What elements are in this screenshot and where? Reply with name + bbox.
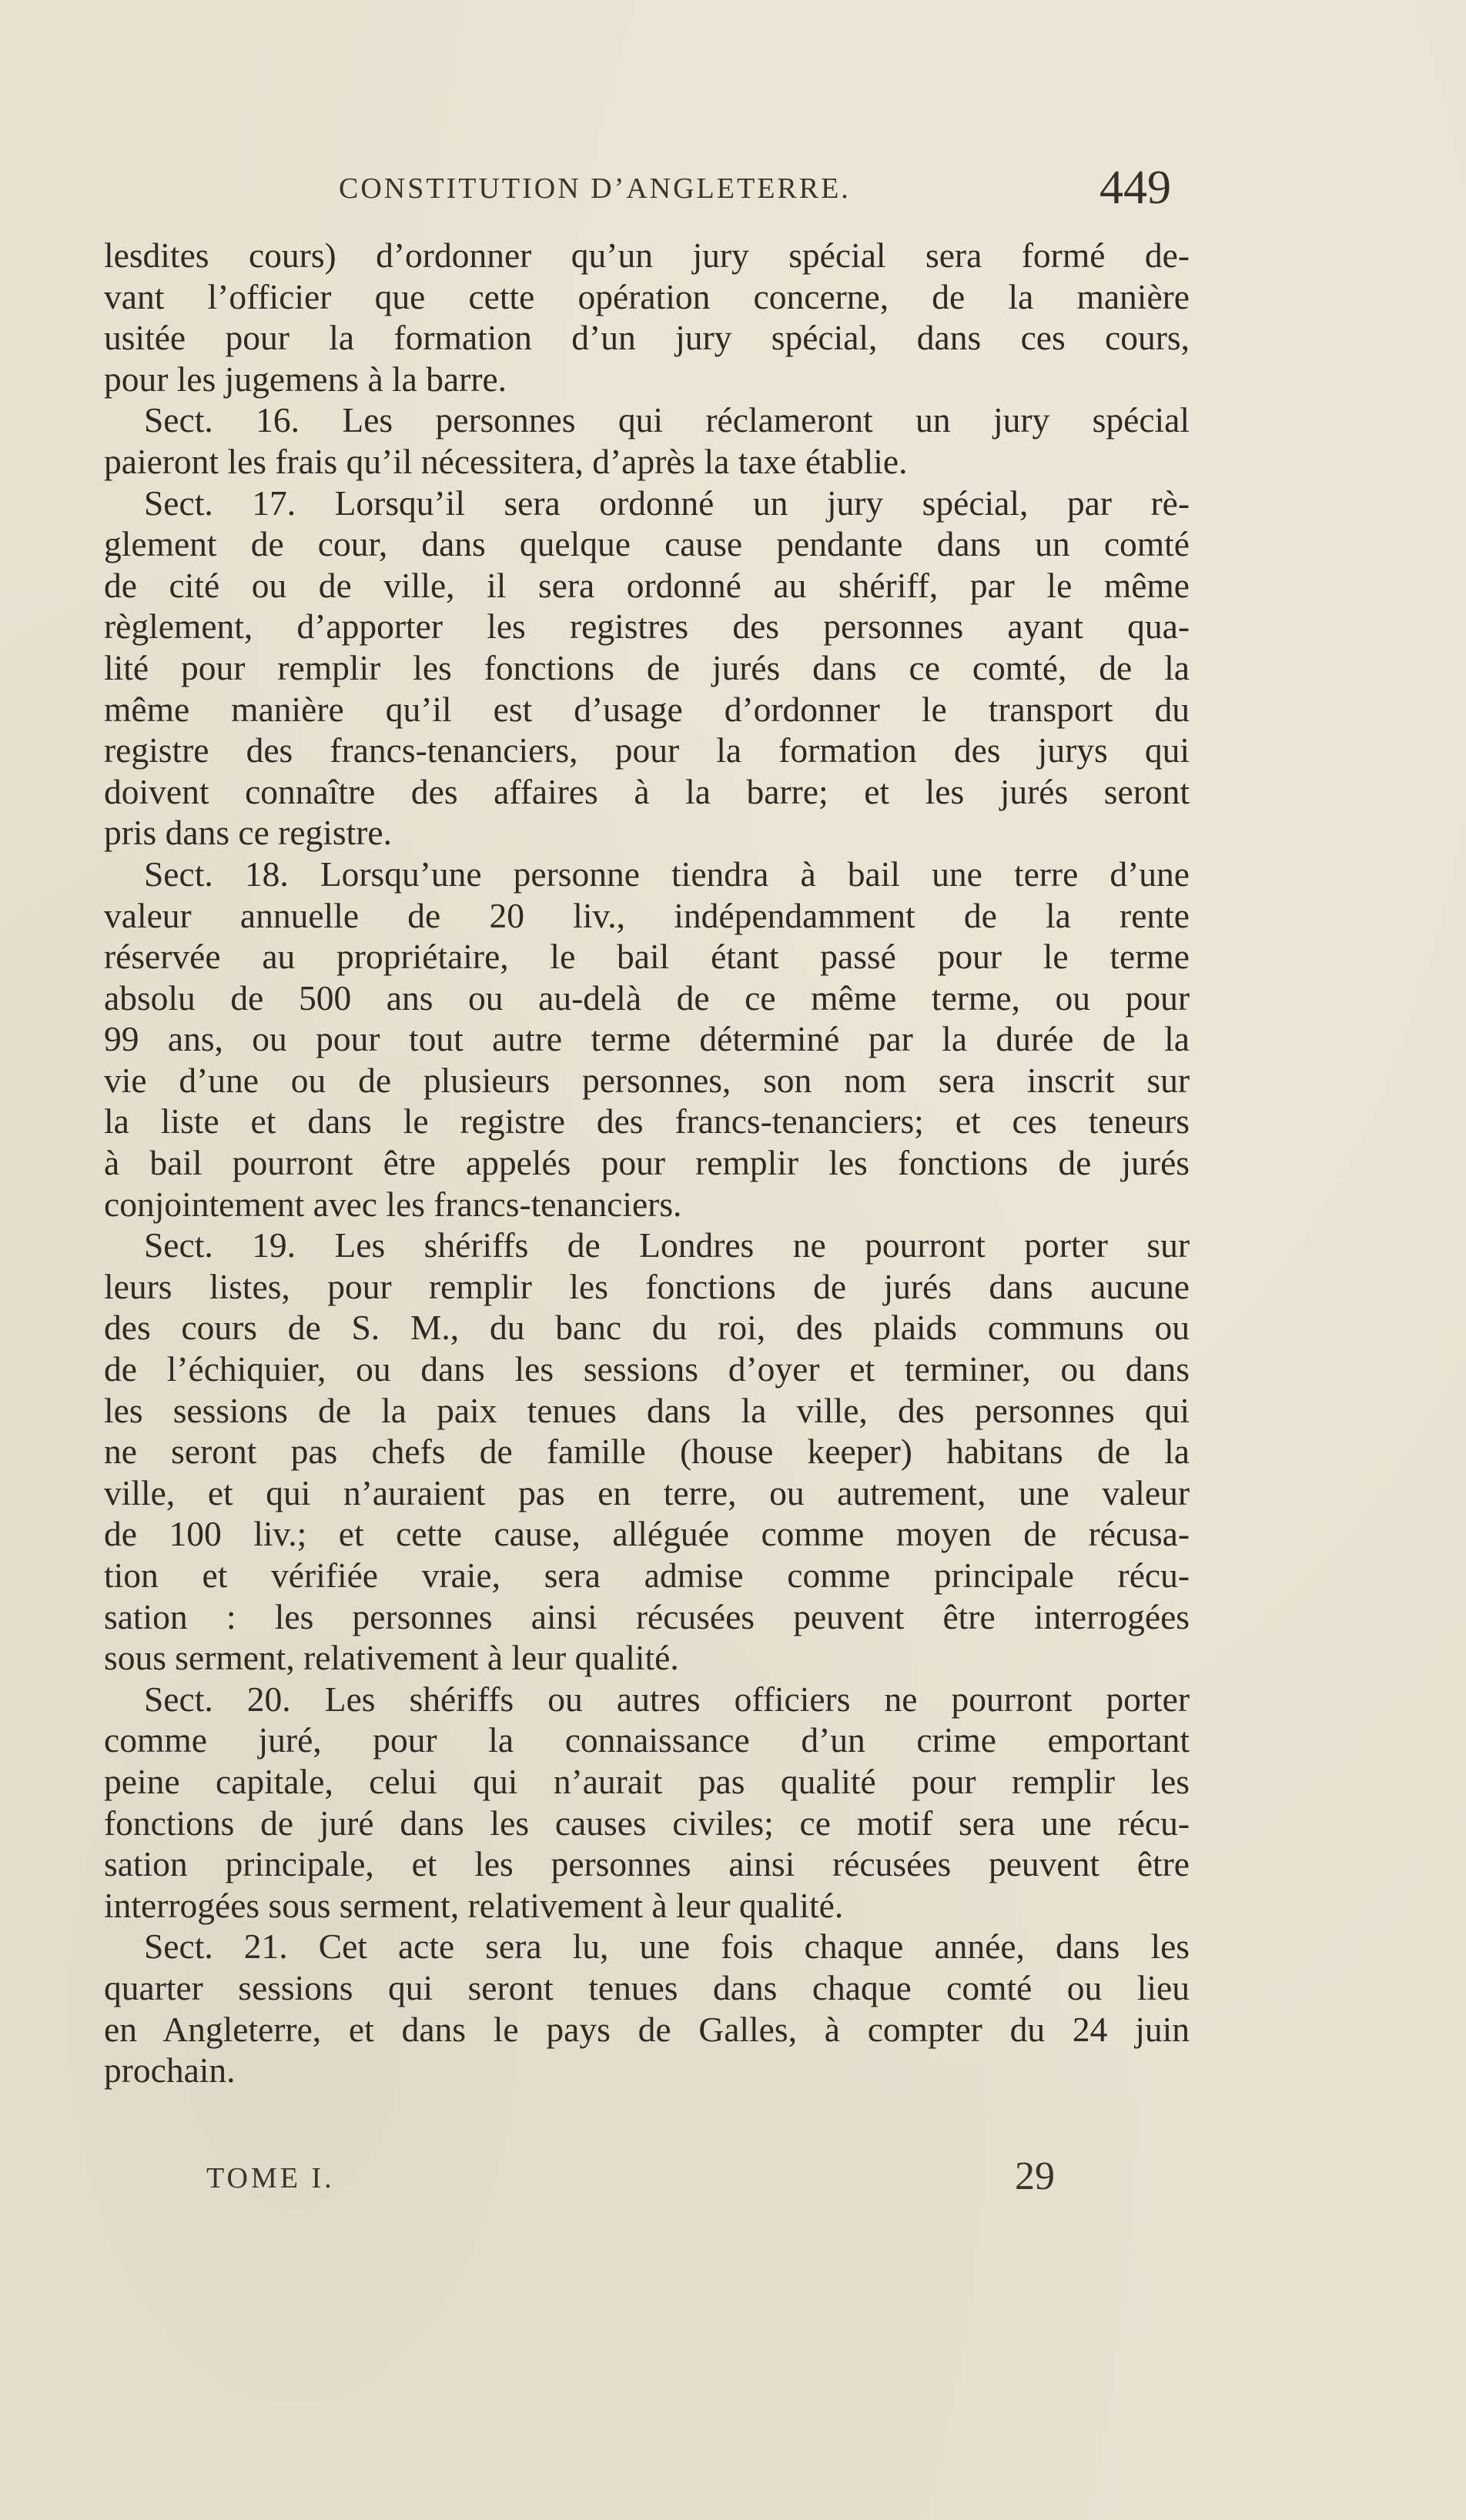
text-line: Sect. 21. Cet acte sera lu, une fois chaque année, dans les [144,1927,1190,1967]
text-line: doivent connaître des affaires à la barre; et les jurés seront [104,771,1190,811]
text-line: lesdites cours) d’ordonner qu’un jury spécial sera formé de- [104,236,1190,275]
text-line: prochain. [104,2050,236,2091]
text-line: de 100 liv.; et cette cause, alléguée comme moyen de récusa- [104,1514,1190,1554]
text-line: absolu de 500 ans ou au-delà de ce même terme, ou pour [104,978,1190,1018]
text-line: les sessions de la paix tenues dans la ville, des personnes qui [104,1390,1190,1430]
text-line: même manière qu’il est d’usage d’ordonner le transport du [104,689,1190,729]
text-line: fonctions de juré dans les causes civiles; ce motif sera une récu- [104,1803,1190,1843]
text-line: la liste et dans le registre des francs-tenanciers; et ces teneurs [104,1101,1190,1141]
running-head [0,150,1466,212]
text-line: pour les jugemens à la barre. [104,359,507,399]
text-line: de l’échiquier, ou dans les sessions d’oyer et terminer, ou dans [104,1349,1190,1389]
text-line: registre des francs-tenanciers, pour la formation des jurys qui [104,730,1190,770]
text-line: peine capitale, celui qui n’aurait pas qualité pour remplir les [104,1761,1190,1801]
text-line: 99 ans, ou pour tout autre terme déterminé par la durée de la [104,1019,1190,1059]
text-line: des cours de S. M., du banc du roi, des plaids communs ou [104,1308,1190,1348]
text-line: sous serment, relativement à leur qualité. [104,1638,679,1678]
text-line: sation : les personnes ainsi récusées peuvent être interrogées [104,1596,1190,1636]
text-line: vant l’officier que cette opération concerne, de la manière [104,276,1190,316]
body-text [104,235,1190,2113]
text-line: vie d’une ou de plusieurs personnes, son nom sera inscrit sur [104,1060,1190,1100]
text-line: comme juré, pour la connaissance d’un crime emportant [104,1720,1190,1760]
text-line: conjointement avec les francs-tenanciers. [104,1184,682,1224]
text-line: lité pour remplir les fonctions de jurés dans ce comté, de la [104,647,1190,687]
text-line: Sect. 20. Les shériffs ou autres officiers ne pourront porter [144,1679,1190,1719]
text-line: paieront les frais qu’il nécessitera, d’après la taxe établie. [104,441,908,481]
text-line: Sect. 18. Lorsqu’une personne tiendra à bail une terre d’une [144,854,1190,894]
volume-signature: TOME I. [206,2162,335,2194]
text-line: réservée au propriétaire, le bail étant passé pour le terme [104,937,1190,977]
text-line: en Angleterre, et dans le pays de Galles, à compter du 24 juin [104,2009,1190,2049]
text-line: ne seront pas chefs de famille (house keeper) habitans de la [104,1432,1190,1472]
text-line: Sect. 17. Lorsqu’il sera ordonné un jury spécial, par rè- [144,483,1190,523]
text-line: ville, et qui n’auraient pas en terre, ou autrement, une valeur [104,1472,1190,1512]
text-line: usitée pour la formation d’un jury spécial, dans ces cours, [104,318,1190,358]
text-line: règlement, d’apporter les registres des personnes ayant qua- [104,607,1190,647]
page-footer [0,2147,1466,2209]
page-number: 449 [1100,162,1171,214]
text-line: valeur annuelle de 20 liv., indépendamment de la rente [104,895,1190,935]
text-line: tion et vérifiée vraie, sera admise comme principale récu- [104,1556,1190,1595]
text-line: leurs listes, pour remplir les fonctions de jurés dans aucune [104,1266,1190,1306]
text-line: Sect. 19. Les shériffs de Londres ne pourront porter sur [144,1225,1190,1265]
text-line: sation principale, et les personnes ainsi récusées peuvent être [104,1844,1190,1884]
text-line: de cité ou de ville, il sera ordonné au shériff, par le même [104,565,1190,605]
text-line: à bail pourront être appelés pour remplir les fonctions de jurés [104,1143,1190,1183]
text-line: Sect. 16. Les personnes qui réclameront un jury spécial [144,400,1190,440]
text-line: interrogées sous serment, relativement à leur qualité. [104,1885,844,1925]
text-line: quarter sessions qui seront tenues dans chaque comté ou lieu [104,1967,1190,2007]
text-line: glement de cour, dans quelque cause pendante dans un comté [104,524,1190,564]
text-line: pris dans ce registre. [104,813,392,853]
gathering-mark: 29 [1015,2154,1055,2198]
running-title: CONSTITUTION D’ANGLETERRE. [339,172,851,205]
